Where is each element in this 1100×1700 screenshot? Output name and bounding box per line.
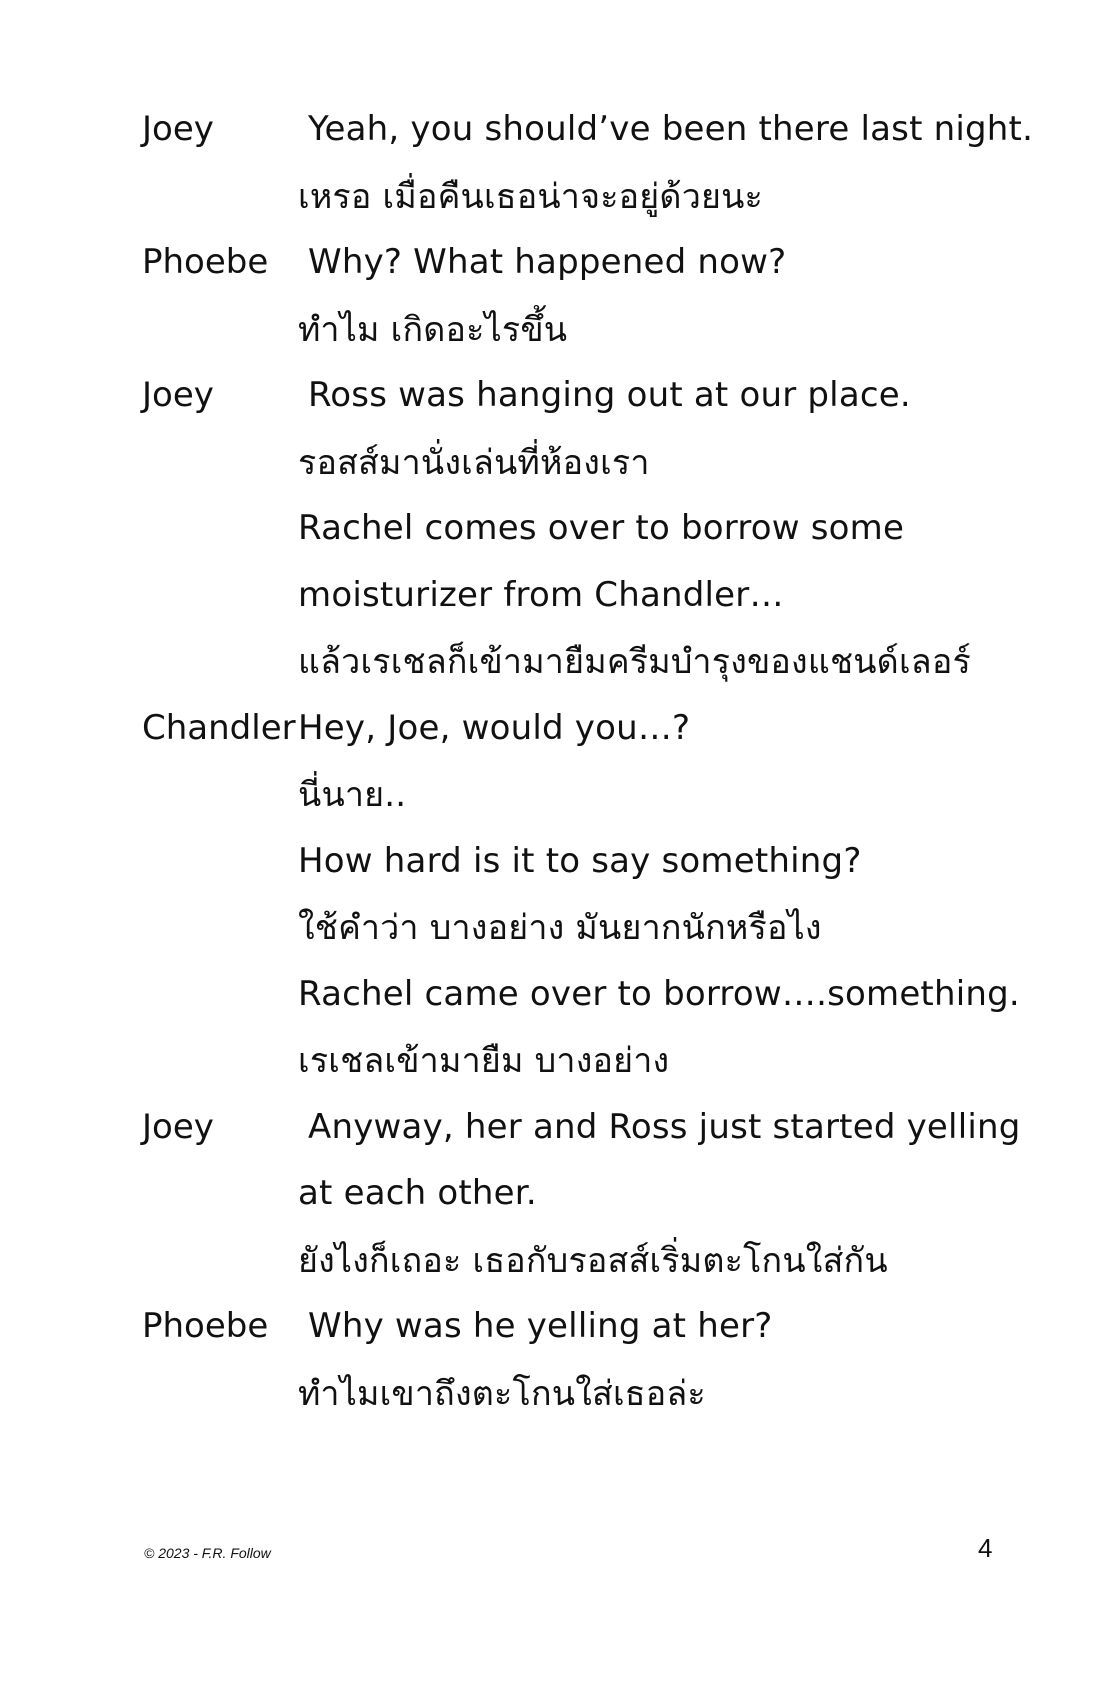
dialogue-line-thai: เรเชลเข้ามายืม บางอย่าง: [298, 1041, 670, 1082]
speaker-name: Joey: [142, 109, 214, 150]
dialogue-row: [142, 628, 1022, 695]
dialogue-line: Hey, Joe, would you…?: [298, 707, 691, 748]
dialogue-row: [142, 296, 1022, 363]
dialogue-row: [142, 1293, 1022, 1360]
dialogue-line-thai: แล้วเรเชลก็เข้ามายืมครีมบำรุงของแชนด์เลอร์: [298, 642, 971, 683]
dialogue-row: [142, 961, 1022, 1028]
dialogue-line-thai: ทำไม เกิดอะไรขึ้น: [298, 309, 568, 350]
dialogue-row: [142, 362, 1022, 429]
dialogue-row: [142, 495, 1022, 562]
dialogue-row: [142, 894, 1022, 961]
dialogue-row: [142, 429, 1022, 496]
dialogue-line: Why was he yelling at her?: [308, 1306, 773, 1347]
speaker-name: Phoebe: [142, 1306, 269, 1347]
copyright-notice: © 2023 - F.R. Follow: [144, 1545, 271, 1561]
dialogue-row: [142, 1027, 1022, 1094]
dialogue-line: Rachel came over to borrow….something.: [298, 973, 1020, 1014]
dialogue-row: [142, 761, 1022, 828]
speaker-name: Joey: [142, 375, 214, 416]
speaker-name: Joey: [142, 1106, 214, 1147]
dialogue-row: [142, 562, 1022, 629]
speaker-name: Phoebe: [142, 242, 269, 283]
dialogue-row: [142, 229, 1022, 296]
dialogue-line-thai: เหรอ เมื่อคืนเธอน่าจะอยู่ด้วยนะ: [298, 176, 764, 217]
dialogue-row: [142, 96, 1034, 163]
dialogue-row: [142, 1227, 1022, 1294]
dialogue-line-thai: รอสส์มานั่งเล่นที่ห้องเรา: [298, 442, 650, 483]
dialogue-line: Ross was hanging out at our place.: [308, 375, 911, 416]
dialogue-line: moisturizer from Chandler…: [298, 574, 784, 615]
dialogue-line: Yeah, you should’ve been there last night.: [308, 109, 1034, 150]
dialogue-row: [142, 828, 1022, 895]
dialogue-line-thai: ยังไงก็เถอะ เธอกับรอสส์เริ่มตะโกนใส่กัน: [298, 1240, 888, 1281]
page-number: 4: [978, 1533, 993, 1563]
dialogue-line-thai: นี่นาย..: [298, 775, 407, 816]
script-dialogue: [142, 96, 1034, 1426]
dialogue-line: Anyway, her and Ross just started yelling: [308, 1106, 1021, 1147]
dialogue-row: [142, 1160, 1022, 1227]
dialogue-line: at each other.: [298, 1173, 537, 1214]
dialogue-row: [142, 163, 1022, 230]
dialogue-line: How hard is it to say something?: [298, 840, 862, 881]
dialogue-line-thai: ใช้คำว่า บางอย่าง มันยากนักหรือไง: [298, 908, 822, 949]
dialogue-line: Why? What happened now?: [308, 242, 787, 283]
dialogue-line-thai: ทำไมเขาถึงตะโกนใส่เธอล่ะ: [298, 1373, 706, 1414]
dialogue-row: [142, 1360, 1022, 1427]
speaker-name: Chandler: [142, 707, 296, 748]
dialogue-line: Rachel comes over to borrow some: [298, 508, 905, 549]
dialogue-row: [142, 695, 1022, 762]
dialogue-row: [142, 1094, 1022, 1161]
